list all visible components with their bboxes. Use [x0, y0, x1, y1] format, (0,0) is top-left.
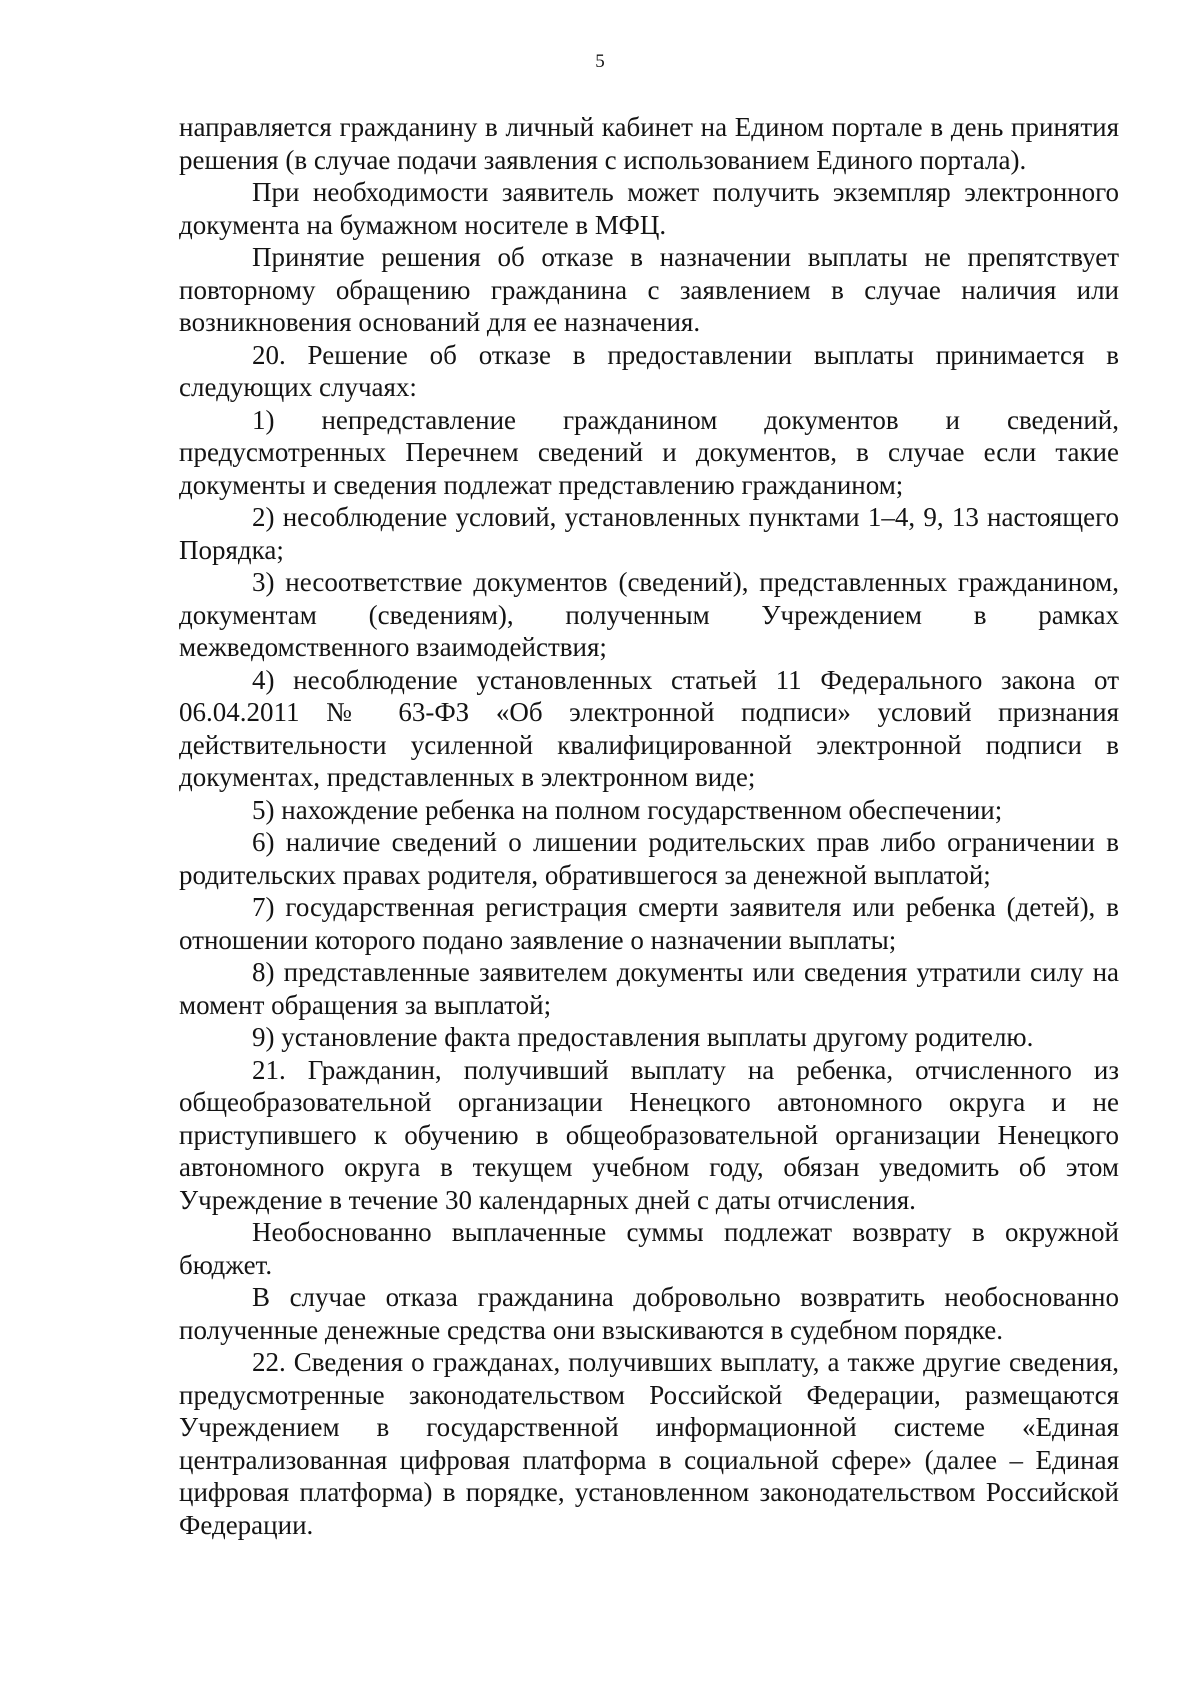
- paragraph-reapplication: Принятие решения об отказе в назначении выплаты не препятствует повторному обращению гражданина с заявлением в случае наличия или возникновения оснований для ее назначения.: [179, 242, 1119, 337]
- page-number: 5: [595, 51, 605, 72]
- clause-20-item-1: 1) непредставление гражданином документов и сведений, предусмотренных Перечнем сведений и документов, в случае если такие документы и сведения подлежат представлению гражданином;: [179, 404, 1119, 500]
- clause-21: 21. Гражданин, получивший выплату на ребенка, отчисленного из общеобразовательной организации Ненецкого автономного округа и не приступившего к обучению в общеобразовательной организации Ненецкого автономного округа в текущем учебном году, обязан уведомить об этом Учреждение в течение 30 календарных дней с даты отчисления.: [179, 1054, 1119, 1215]
- clause-20-item-6: 6) наличие сведений о лишении родительских прав либо ограничении в родительских правах родителя, обратившегося за денежной выплатой;: [179, 827, 1119, 890]
- paragraph-paper-copy: При необходимости заявитель может получить экземпляр электронного документа на бумажном носителе в МФЦ.: [179, 177, 1119, 240]
- paragraph-continuation: направляется гражданину в личный кабинет на Едином портале в день принятия решения (в случае подачи заявления с использованием Единого портала).: [179, 112, 1119, 175]
- clause-22: 22. Сведения о гражданах, получивших выплату, а также другие сведения, предусмотренные законодательством Российской Федерации, размещаются Учреждением в государственной информационной системе «Единая централизованная цифровая платформа в социальной сфере» (далее – Единая цифровая платформа) в порядке, установленном законодательством Российской Федерации.: [179, 1347, 1119, 1540]
- paragraph-refund: Необоснованно выплаченные суммы подлежат возврату в окружной бюджет.: [179, 1217, 1119, 1280]
- clause-20-item-4: 4) несоблюдение установленных статьей 11 Федерального закона от 06.04.2011 № 63-ФЗ «Об электронной подписи» условий признания действительности усиленной квалифицированной электронной подписи в документах, представленных в электронном виде;: [179, 664, 1119, 792]
- clause-20-item-2: 2) несоблюдение условий, установленных пунктами 1–4, 9, 13 настоящего Порядка;: [179, 502, 1119, 565]
- clause-20-item-9: 9) установление факта предоставления выплаты другому родителю.: [252, 1022, 1034, 1052]
- clause-20-item-3: 3) несоответствие документов (сведений), представленных гражданином, документам (сведениям), полученным Учреждением в рамках межведомственного взаимодействия;: [179, 567, 1119, 662]
- clause-20-item-5: 5) нахождение ребенка на полном государственном обеспечении;: [252, 794, 1003, 825]
- paragraph-court-recovery: В случае отказа гражданина добровольно возвратить необоснованно полученные денежные средства они взыскиваются в судебном порядке.: [179, 1282, 1119, 1345]
- clause-20-item-7: 7) государственная регистрация смерти заявителя или ребенка (детей), в отношении которого подано заявление о назначении выплаты;: [179, 892, 1119, 955]
- clause-20-item-8: 8) представленные заявителем документы или сведения утратили силу на момент обращения за выплатой;: [179, 957, 1119, 1020]
- document-body: [179, 111, 1119, 1541]
- clause-20: 20. Решение об отказе в предоставлении выплаты принимается в следующих случаях:: [179, 339, 1119, 402]
